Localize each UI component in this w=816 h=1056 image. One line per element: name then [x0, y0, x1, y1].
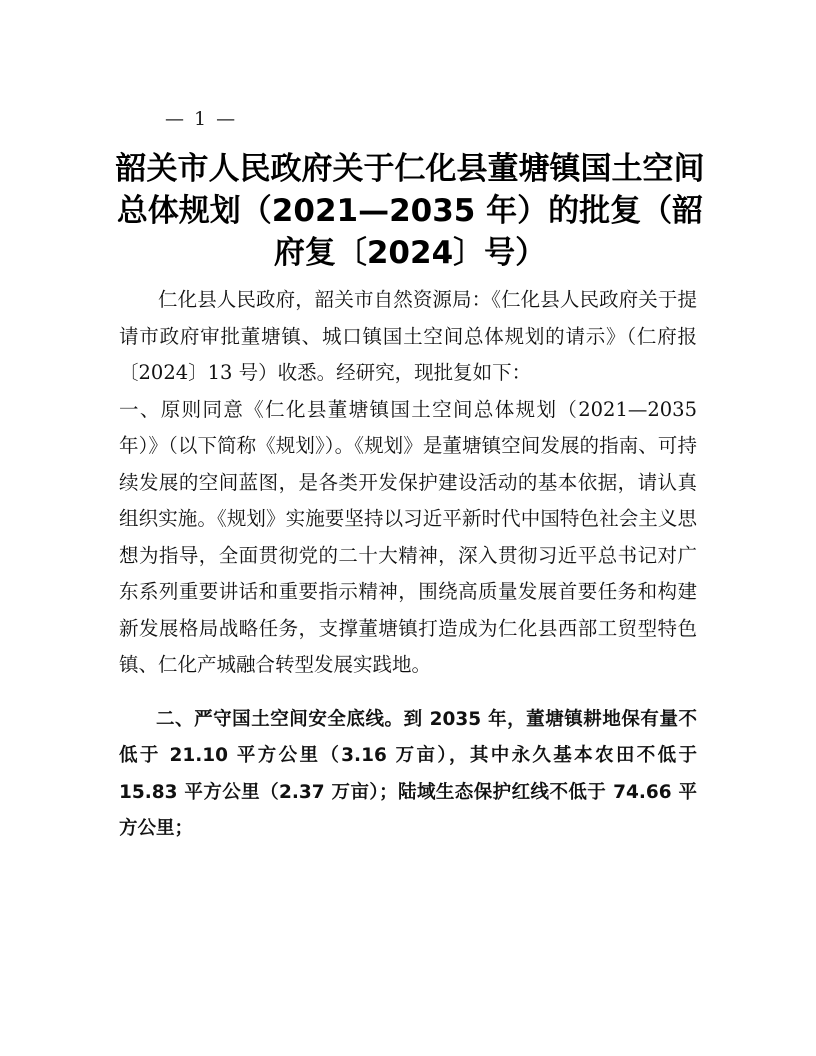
document-title: 韶关市人民政府关于仁化县董塘镇国土空间总体规划（2021—2035 年）的批复（韶府复〔2024〕号） — [115, 151, 705, 271]
page-number: — 1 — — [165, 108, 238, 130]
document-body — [119, 282, 697, 848]
paragraph-section-one: 一、原则同意《仁化县董塘镇国土空间总体规划（2021—2035年）》（以下简称《规划》）。《规划》是董塘镇空间发展的指南、可持续发展的空间蓝图，是各类开发保护建设活动的基本依据，请认真组织实施。《规划》实施要坚持以习近平新时代中国特色社会主义思想为指导，全面贯彻党的二十大精神，深入贯彻习近平总书记对广东系列重要讲话和重要指示精神，围绕高质量发展首要任务和构建新发展格局战略任务，支撑董塘镇打造成为仁化县西部工贸型特色镇、仁化产城融合转型发展实践地。 — [119, 397, 697, 676]
paragraph-salutation: 仁化县人民政府，韶关市自然资源局：《仁化县人民政府关于提请市政府审批董塘镇、城口镇国土空间总体规划的请示》（仁府报〔2024〕13 号）收悉。经研究，现批复如下： — [119, 288, 697, 384]
paragraph-section-two: 二、严守国土空间安全底线。到 2035 年，董塘镇耕地保有量不低于 21.10 平方公里（3.16 万亩），其中永久基本农田不低于 15.83 平方公里（2.37 万亩）；陆域生态保护红线不低于 74.66 平方公里； — [119, 708, 697, 839]
